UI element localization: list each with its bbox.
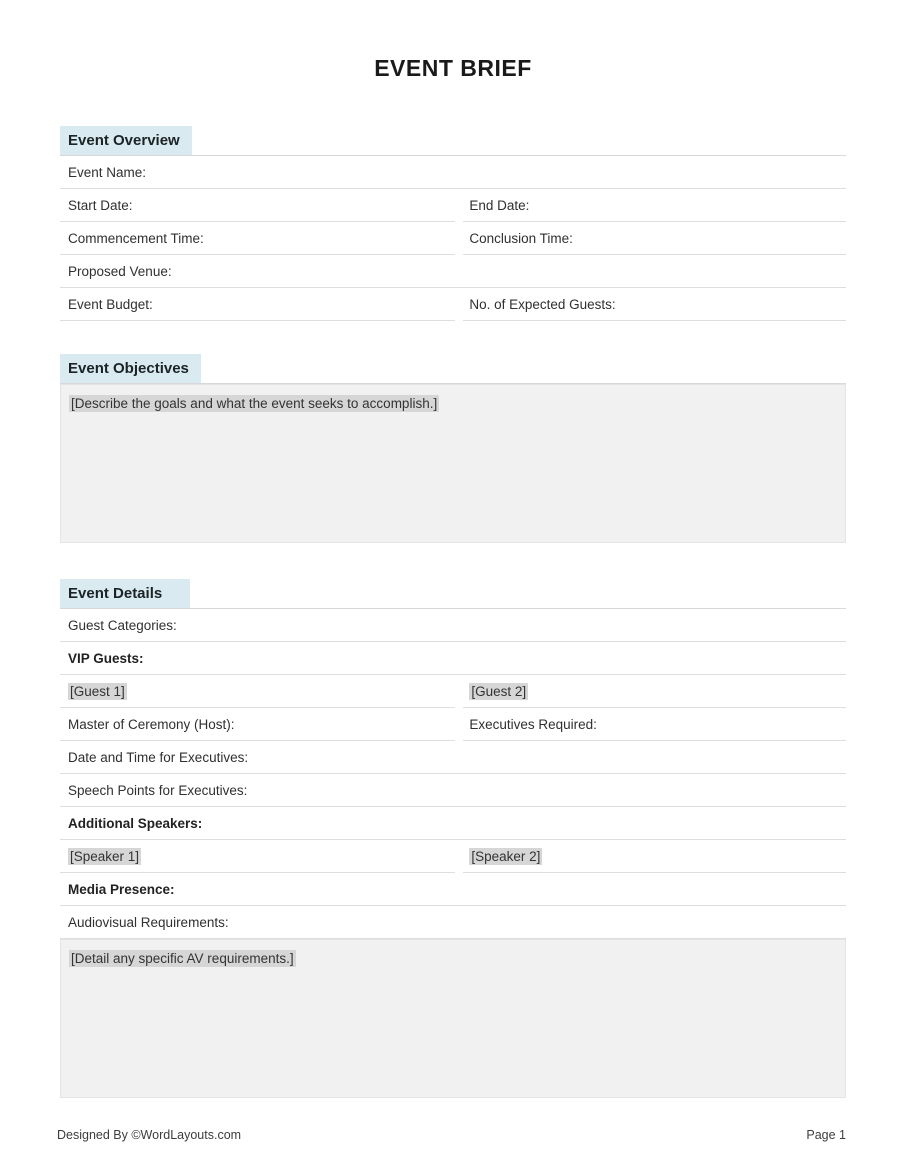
section-event-objectives (60, 354, 846, 543)
row-dates (60, 189, 846, 222)
field-speaker-1[interactable] (60, 840, 455, 873)
label-additional-speakers: Additional Speakers: (60, 807, 846, 840)
field-end-date[interactable]: End Date: (463, 189, 846, 222)
section-title-overview: Event Overview (60, 126, 192, 155)
row-media-presence (60, 873, 846, 906)
field-expected-guests[interactable]: No. of Expected Guests: (463, 288, 846, 321)
speaker1-placeholder[interactable]: [Speaker 1] (70, 849, 140, 864)
section-title-details: Event Details (60, 579, 190, 608)
field-executives-required[interactable]: Executives Required: (463, 708, 846, 741)
field-mc-host[interactable]: Master of Ceremony (Host): (60, 708, 455, 741)
objectives-textbox[interactable] (60, 384, 846, 543)
field-start-date[interactable]: Start Date: (60, 189, 455, 222)
row-guests (60, 675, 846, 708)
label-media-presence: Media Presence: (60, 873, 846, 906)
row-budget-guests (60, 288, 846, 321)
row-venue (60, 255, 846, 288)
field-guest-categories[interactable]: Guest Categories: (60, 609, 846, 642)
row-speech-points (60, 774, 846, 807)
field-commencement-time[interactable]: Commencement Time: (60, 222, 455, 255)
section-event-overview (60, 126, 846, 321)
av-textbox[interactable] (60, 939, 846, 1098)
section-header-objectives (60, 354, 846, 384)
row-event-name (60, 156, 846, 189)
section-header-overview (60, 126, 846, 156)
guest2-placeholder[interactable]: [Guest 2] (471, 684, 527, 699)
row-av-requirements (60, 906, 846, 939)
row-speakers (60, 840, 846, 873)
row-mc-executives (60, 708, 846, 741)
field-proposed-venue[interactable]: Proposed Venue: (60, 255, 846, 288)
section-title-objectives: Event Objectives (60, 354, 201, 383)
field-guest-2[interactable] (463, 675, 846, 708)
row-vip-guests (60, 642, 846, 675)
field-conclusion-time[interactable]: Conclusion Time: (463, 222, 846, 255)
section-event-details (60, 579, 846, 1098)
av-placeholder[interactable]: [Detail any specific AV requirements.] (71, 951, 294, 966)
field-speaker-2[interactable] (463, 840, 846, 873)
footer-page-number: Page 1 (806, 1128, 846, 1142)
speaker2-placeholder[interactable]: [Speaker 2] (471, 849, 541, 864)
row-times (60, 222, 846, 255)
field-guest-1[interactable] (60, 675, 455, 708)
label-vip-guests: VIP Guests: (60, 642, 846, 675)
field-event-budget[interactable]: Event Budget: (60, 288, 455, 321)
page-title: EVENT BRIEF (374, 55, 532, 81)
objectives-placeholder[interactable]: [Describe the goals and what the event seeks to accomplish.] (71, 396, 438, 411)
row-date-time-executives (60, 741, 846, 774)
field-date-time-executives[interactable]: Date and Time for Executives: (60, 741, 846, 774)
section-header-details (60, 579, 846, 609)
row-guest-categories (60, 609, 846, 642)
footer-credit: Designed By ©WordLayouts.com (57, 1128, 242, 1142)
row-additional-speakers (60, 807, 846, 840)
page-footer (57, 1128, 846, 1142)
guest1-placeholder[interactable]: [Guest 1] (70, 684, 125, 699)
field-event-name[interactable]: Event Name: (60, 156, 846, 189)
field-speech-points[interactable]: Speech Points for Executives: (60, 774, 846, 807)
field-av-requirements[interactable]: Audiovisual Requirements: (60, 906, 846, 939)
